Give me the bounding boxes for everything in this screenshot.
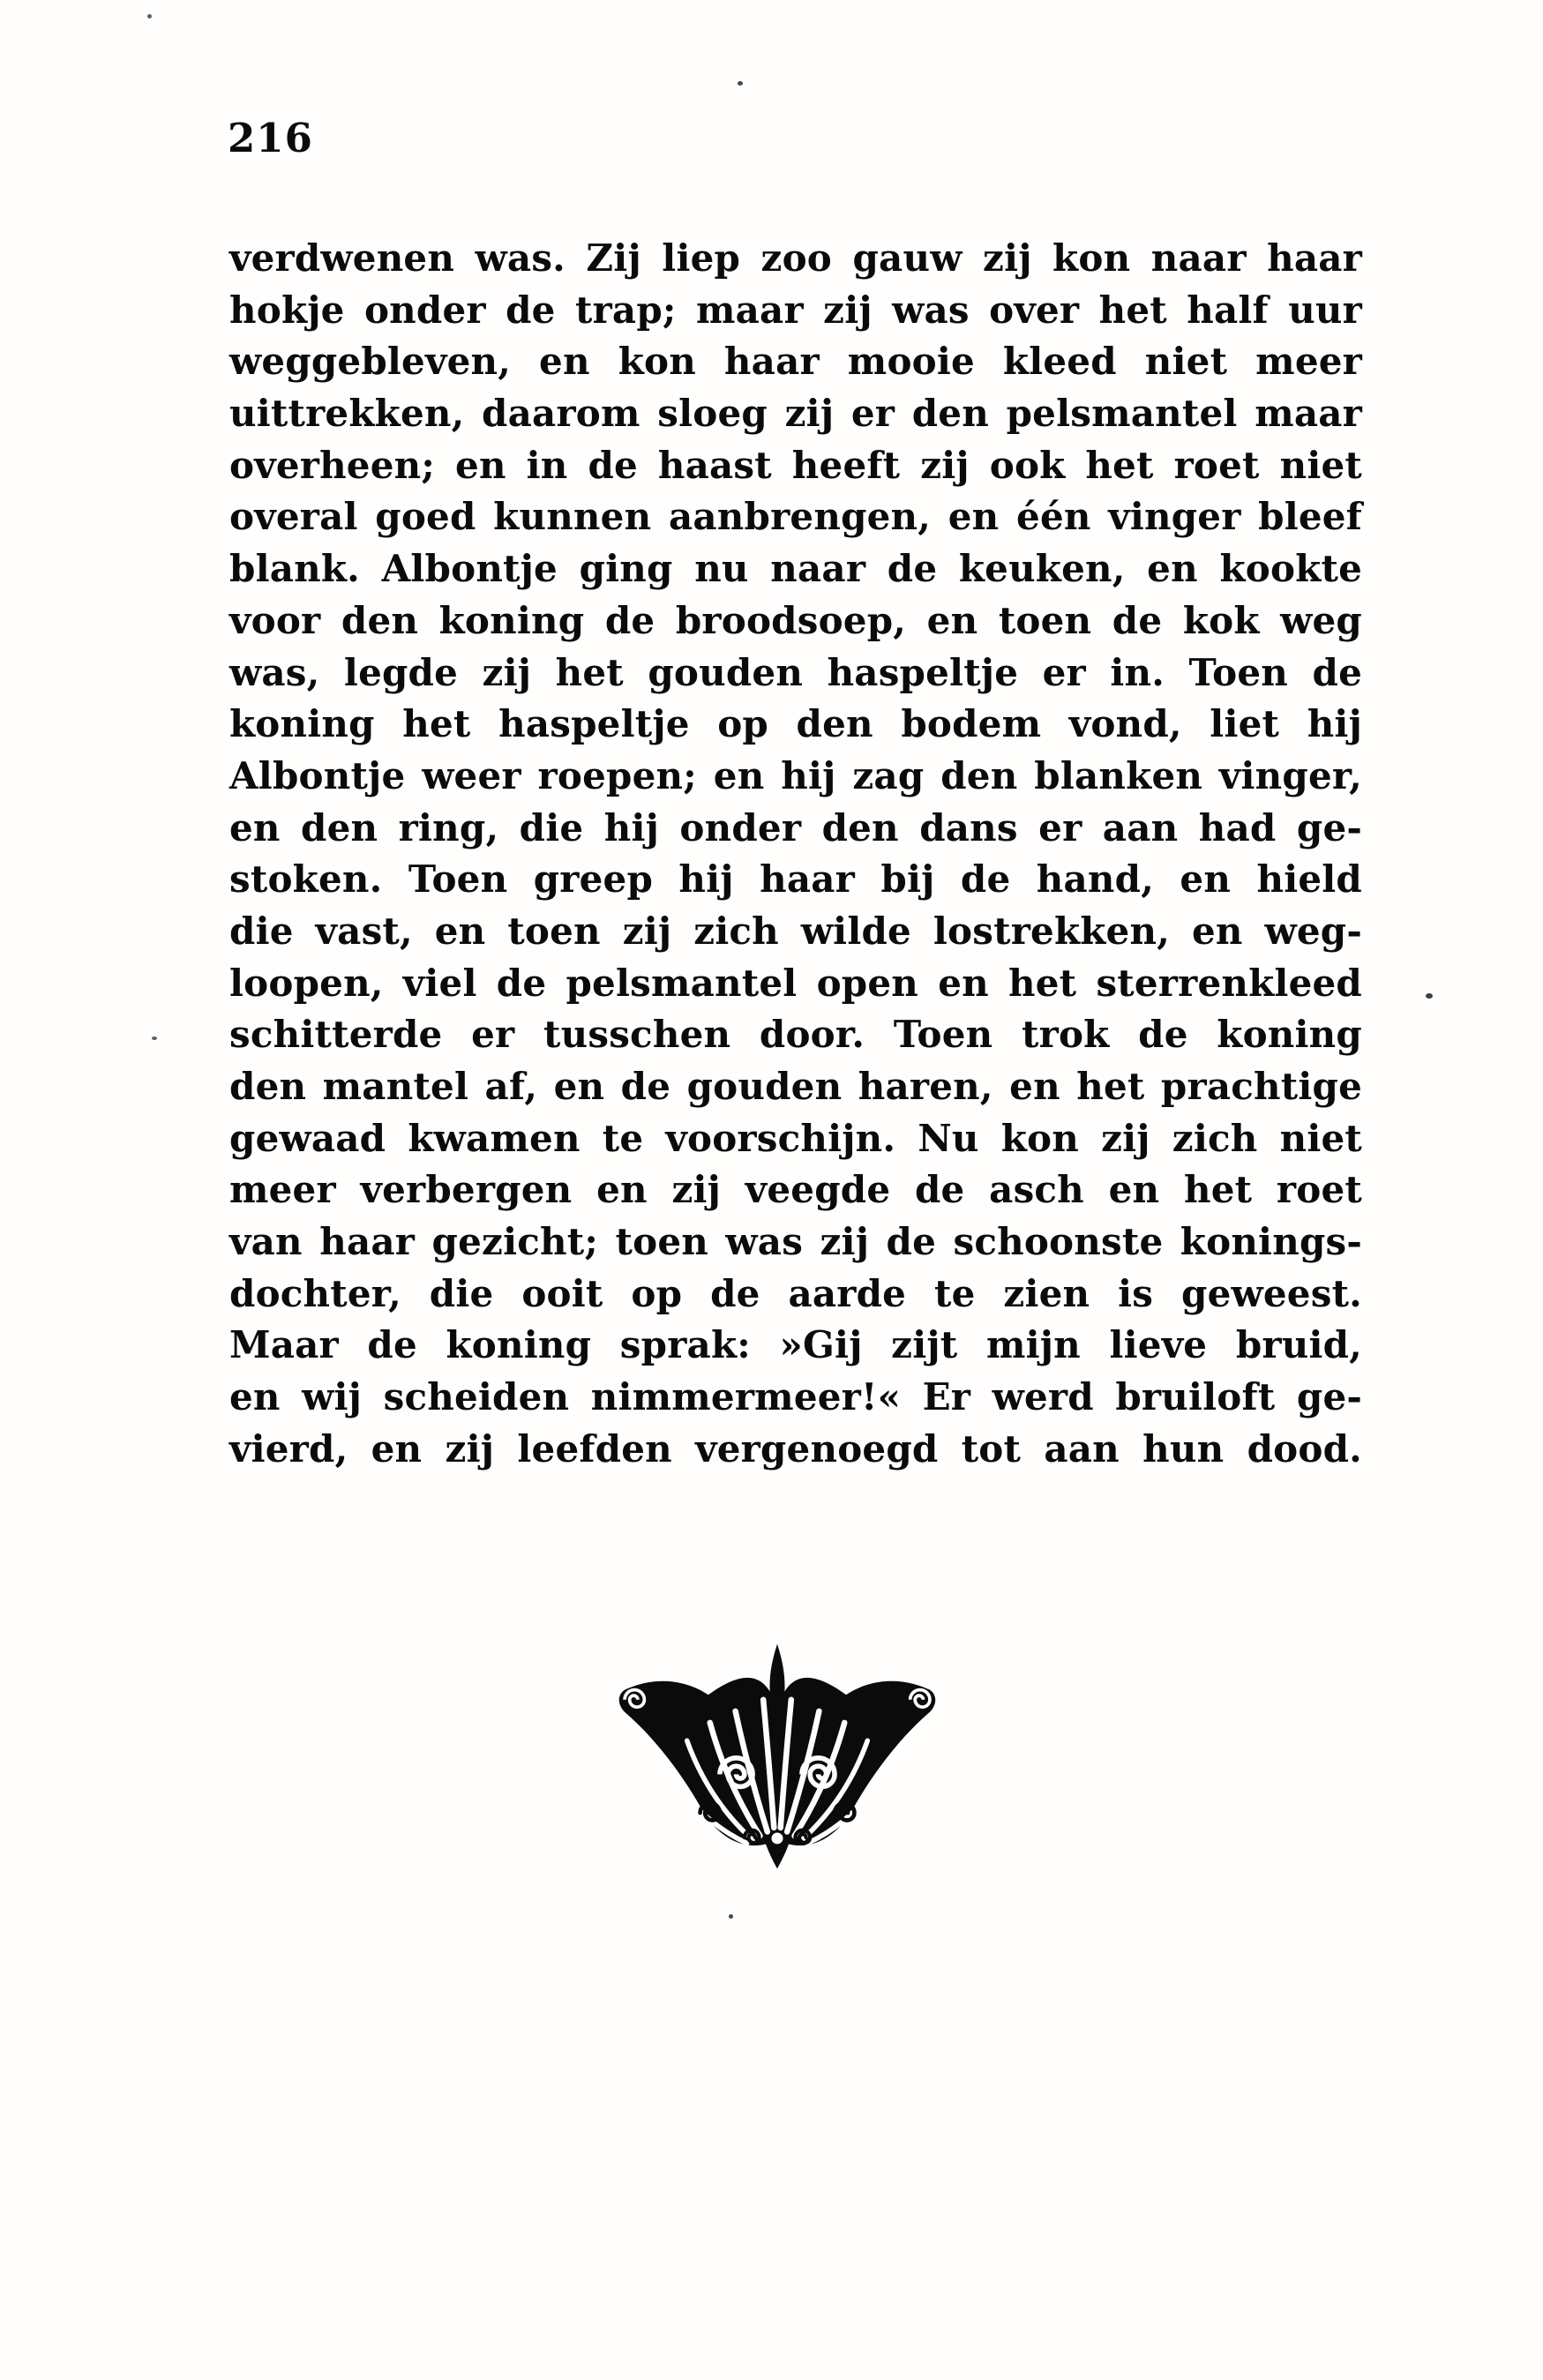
text-line: die vast, en toen zij zich wilde lostrekken, en weg- (229, 909, 1362, 953)
text-line: vierd, en zij leefden vergenoegd tot aan hun dood. (229, 1426, 1362, 1471)
text-line: den mantel af, en de gouden haren, en het prachtige (229, 1065, 1362, 1108)
text-line: koning het haspeltje op den bodem vond, liet hij (229, 702, 1362, 746)
scan-speck (729, 1914, 733, 1919)
text-line: blank. Albontje ging nu naar de keuken, en kookte (229, 547, 1362, 591)
page-number: 216 (228, 115, 313, 161)
text-line: loopen, viel de pelsmantel open en het sterrenkleed (229, 961, 1362, 1005)
scan-speck (738, 81, 743, 86)
text-line: schitterde er tusschen door. Toen trok de koning (229, 1013, 1362, 1057)
scan-speck (152, 1037, 157, 1040)
text-line: uittrekken, daarom sloeg zij er den pelsmantel maar (229, 392, 1362, 436)
scan-speck (1426, 993, 1433, 999)
text-line: stoken. Toen greep hij haar bij de hand, en hield (229, 857, 1362, 902)
story-paragraph (229, 233, 1362, 1476)
text-line: van haar gezicht; toen was zij de schoonste konings- (229, 1220, 1362, 1264)
text-line: voor den koning de broodsoep, en toen de kok weg (229, 598, 1362, 642)
palmette-ornament-icon (609, 1639, 946, 1873)
text-line: Albontje weer roepen; en hij zag den blanken vinger, (229, 753, 1362, 797)
text-line: gewaad kwamen te voorschijn. Nu kon zij zich niet (229, 1116, 1362, 1160)
text-line: overal goed kunnen aanbrengen, en één vinger bleef (229, 495, 1362, 539)
text-line: hokje onder de trap; maar zij was over het half uur (229, 288, 1362, 332)
text-line: dochter, die ooit op de aarde te zien is geweest. (229, 1271, 1362, 1315)
text-line: Maar de koning sprak: »Gij zijt mijn lieve bruid, (229, 1323, 1362, 1367)
scan-speck (147, 14, 152, 19)
text-line: en wij scheiden nimmermeer!« Er werd bruiloft ge- (229, 1375, 1362, 1419)
text-line: was, legde zij het gouden haspeltje er in. Toen de (229, 650, 1362, 694)
text-line: meer verbergen en zij veegde de asch en het roet (229, 1168, 1362, 1212)
text-line: en den ring, die hij onder den dans er aan had ge- (229, 805, 1362, 849)
text-line: verdwenen was. Zij liep zoo gauw zij kon naar haar (229, 236, 1362, 280)
text-line: overheen; en in de haast heeft zij ook het roet niet (229, 443, 1362, 487)
text-line: weggebleven, en kon haar mooie kleed niet meer (229, 340, 1362, 384)
